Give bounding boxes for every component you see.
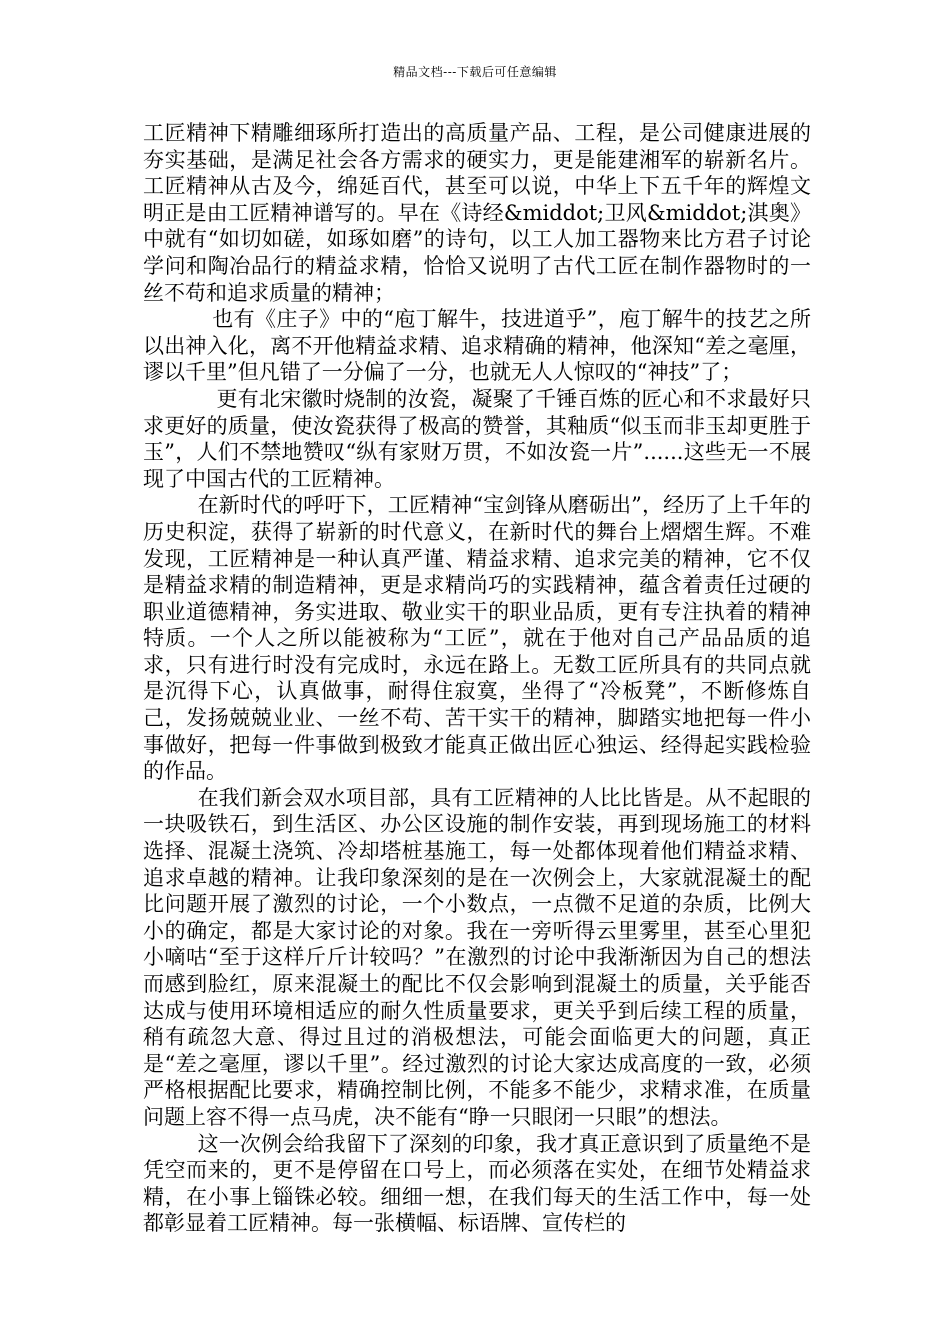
paragraph-1: 工匠精神下精雕细琢所打造出的高质量产品、工程，是公司健康进展的夯实基础，是满足社会各方需求的硬实力，更是能建湘军的崭新名片。工匠精神从古及今，绵延百代，甚至可以说，中华上下五千年的辉煌文明正是由工匠精神谱写的。早在《诗经&middot;卫风&middot;淇奥》中就有“如切如磋，如琢如磨”的诗句，以工人加工器物来比方君子讨论学问和陶冶品行的精益求精，恰恰又说明了古代工匠在制作器物时的一丝不苟和追求质量的精神；	[143, 121, 811, 305]
paragraph-2: 也有《庄子》中的“庖丁解牛，技进道乎”，庖丁解牛的技艺之所以出神入化，离不开他精益求精、追求精确的精神，他深知“差之毫厘，谬以千里”但凡错了一分偏了一分，也就无人人惊叹的“神技”了；	[143, 307, 811, 385]
paragraph-4: 在新时代的呼吁下，工匠精神“宝剑锋从磨砺出”，经历了上千年的历史积淀，获得了崭新的时代意义，在新时代的舞台上熠熠生辉。不难发现，工匠精神是一种认真严谨、精益求精、追求完美的精神，它不仅是精益求精的制造精神，更是求精尚巧的实践精神，蕴含着责任过硬的职业道德精神，务实进取、敬业实干的职业品质，更有专注执着的精神特质。一个人之所以能被称为“工匠”，就在于他对自己产品品质的追求，只有进行时没有完成时，永远在路上。无数工匠所具有的共同点就是沉得下心，认真做事，耐得住寂寞，坐得了“冷板凳”，不断修炼自己，发扬兢兢业业、一丝不苟、苦干实干的精神，脚踏实地把每一件小事做好，把每一件事做到极致才能真正做出匠心独运、经得起实践检验的作品。	[143, 493, 811, 784]
paragraph-6: 这一次例会给我留下了深刻的印象，我才真正意识到了质量绝不是凭空而来的，更不是停留在口号上，而必须落在实处，在细节处精益求精，在小事上锱铢必较。细细一想，在我们每天的生活工作中，每一处都彰显着工匠精神。每一张横幅、标语牌、宣传栏的	[143, 1131, 811, 1236]
document-body	[143, 120, 811, 1237]
paragraph-3: 更有北宋徽时烧制的汝瓷，凝聚了千锤百炼的匠心和不求最好只求更好的质量，使汝瓷获得了极高的赞誉，其釉质“似玉而非玉却更胜于玉”，人们不禁地赞叹“纵有家财万贯，不如汝瓷一片”......这些无一不展现了中国古代的工匠精神。	[143, 386, 811, 491]
page-header: 精品文档---下载后可任意编辑	[393, 65, 557, 79]
paragraph-5: 在我们新会双水项目部，具有工匠精神的人比比皆是。从不起眼的一块吸铁石，到生活区、办公区设施的制作安装，再到现场施工的材料选择、混凝土浇筑、冷却塔桩基施工，每一处都体现着他们精益求精、追求卓越的精神。让我印象深刻的是在一次例会上，大家就混凝土的配比问题开展了激烈的讨论，一个小数点，一点微不足道的杂质，比例大小的确定，都是大家讨论的对象。我在一旁听得云里雾里，甚至心里犯小嘀咕“至于这样斤斤计较吗？”在激烈的讨论中我渐渐因为自己的想法而感到脸红，原来混凝土的配比不仅会影响到混凝土的质量，关乎能否达成与使用环境相适应的耐久性质量要求，更关乎到后续工程的质量，稍有疏忽大意、得过且过的消极想法，可能会面临更大的问题，真正是“差之毫厘，谬以千里”。经过激烈的讨论大家达成高度的一致，必须严格根据配比要求，精确控制比例，不能多不能少，求精求准，在质量问题上容不得一点马虎，决不能有“睁一只眼闭一只眼”的想法。	[143, 785, 811, 1129]
